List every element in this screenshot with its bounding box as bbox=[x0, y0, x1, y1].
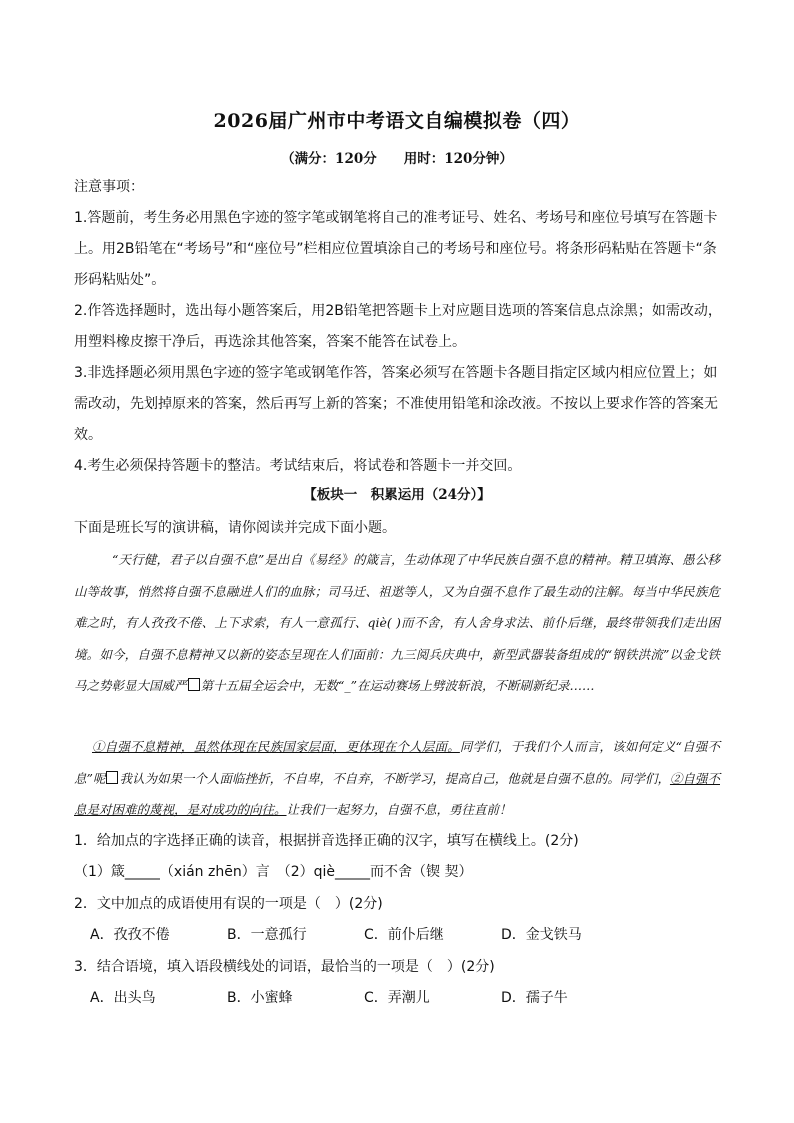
option-c[interactable]: C．弄潮儿 bbox=[364, 990, 430, 1006]
notice-block bbox=[74, 172, 724, 482]
underlined-sentence-1: ①自强不息精神，虽然体现在民族国家层面，更体现在个人层面。 bbox=[92, 739, 460, 754]
option-b[interactable]: B．小蜜蜂 bbox=[227, 990, 293, 1006]
notice-item-1: 1.答题前，考生务必用黑色字迹的签字笔或钢笔将自己的准考证号、姓名、考场号和座位号填写在答题卡上。用2B铅笔在“考场号”和“座位号”栏相应位置填涂自己的考场号和座位号。将条形码粘贴在答题卡“条形码粘贴处”。 bbox=[74, 210, 718, 288]
section-heading: 【板块一 积累运用（24分）】 bbox=[303, 487, 491, 503]
underlined-sentence-2: ②自强不息是对困难的蔑视，是对成功的向往。 bbox=[74, 770, 720, 818]
question-1-items: （1）箴_____（xián zhēn）言 （2）qiè_____而不舍（锲 契） bbox=[74, 864, 473, 880]
punctuation-blank-box bbox=[188, 678, 200, 691]
notice-item-4: 4.考生必须保持答题卡的整洁。考试结束后，将试卷和答题卡一并交回。 bbox=[74, 458, 522, 474]
option-b[interactable]: B．一意孤行 bbox=[227, 927, 307, 943]
passage-intro: 下面是班长写的演讲稿，请你阅读并完成下面小题。 bbox=[74, 520, 396, 536]
speech-paragraph-2 bbox=[74, 731, 720, 826]
exam-title: 2026届广州市中考语文自编模拟卷（四） bbox=[213, 110, 581, 132]
speech-text: 同学们，于我们个人而言，该如何定义“自强不息”呢 bbox=[74, 739, 720, 786]
notice-item-2: 2.作答选择题时，选出每小题答案后，用2B铅笔把答题卡上对应题目选项的答案信息点涂黑；如需改动，用塑料橡皮擦干净后，再选涂其他答案，答案不能答在试卷上。 bbox=[74, 303, 722, 350]
option-d[interactable]: D．孺子牛 bbox=[501, 990, 568, 1006]
exam-subtitle: （满分：120分 用时：120分钟） bbox=[281, 151, 513, 167]
question-1: 1．给加点的字选择正确的读音，根据拼音选择正确的汉字，填写在横线上。(2分) bbox=[74, 833, 579, 849]
speech-text: “天行健，君子以自强不息”是出自《易经》的箴言，生动体现了中华民族自强不息的精神。精卫填海、愚公移山等故事，悄然将自强不息融进人们的血脉；司马迁、祖逖等人，又为自强不息作了最生动的注解。每当中华民族危难之时，有人孜孜不倦、上下求索，有人一意孤行、qiè( )而不舍，有人舍身求法、前仆后继，最终带领我们走出困境。如今，自强不息精神又以新的姿态呈现在人们面前：九三阅兵庆典中，新型武器装备组成的“钢铁洪流”以金戈铁马之势彰显大国威严 bbox=[74, 552, 720, 694]
speech-text: 我认为如果一个人面临挫折，不自卑，不自弃，不断学习，提高自己，他就是自强不息的。同学们， bbox=[119, 770, 670, 786]
punctuation-blank-box bbox=[106, 771, 118, 784]
option-a[interactable]: A．出头鸟 bbox=[90, 990, 156, 1006]
question-2: 2．文中加点的成语使用有误的一项是（ ）(2分) bbox=[74, 896, 383, 912]
option-d[interactable]: D．金戈铁马 bbox=[501, 927, 582, 943]
speech-paragraph-1 bbox=[74, 544, 720, 702]
option-a[interactable]: A．孜孜不倦 bbox=[90, 927, 170, 943]
notice-item-3: 3.非选择题必须用黑色字迹的签字笔或钢笔作答，答案必须写在答题卡各题目指定区域内相应位置上；如需改动，先划掉原来的答案，然后再写上新的答案；不准使用铅笔和涂改液。不按以上要求作答的答案无效。 bbox=[74, 365, 718, 443]
option-c[interactable]: C．前仆后继 bbox=[364, 927, 444, 943]
notice-heading: 注意事项： bbox=[74, 179, 144, 195]
speech-text: 第十五届全运会中，无数“_”在运动赛场上劈波斩浪，不断刷新纪录…… bbox=[200, 678, 595, 694]
speech-text: 让我们一起努力，自强不息，勇往直前！ bbox=[286, 802, 512, 818]
question-3-options bbox=[90, 987, 638, 1007]
question-3: 3．结合语境，填入语段横线处的词语，最恰当的一项是（ ）(2分) bbox=[74, 959, 495, 975]
question-2-options bbox=[90, 924, 638, 944]
